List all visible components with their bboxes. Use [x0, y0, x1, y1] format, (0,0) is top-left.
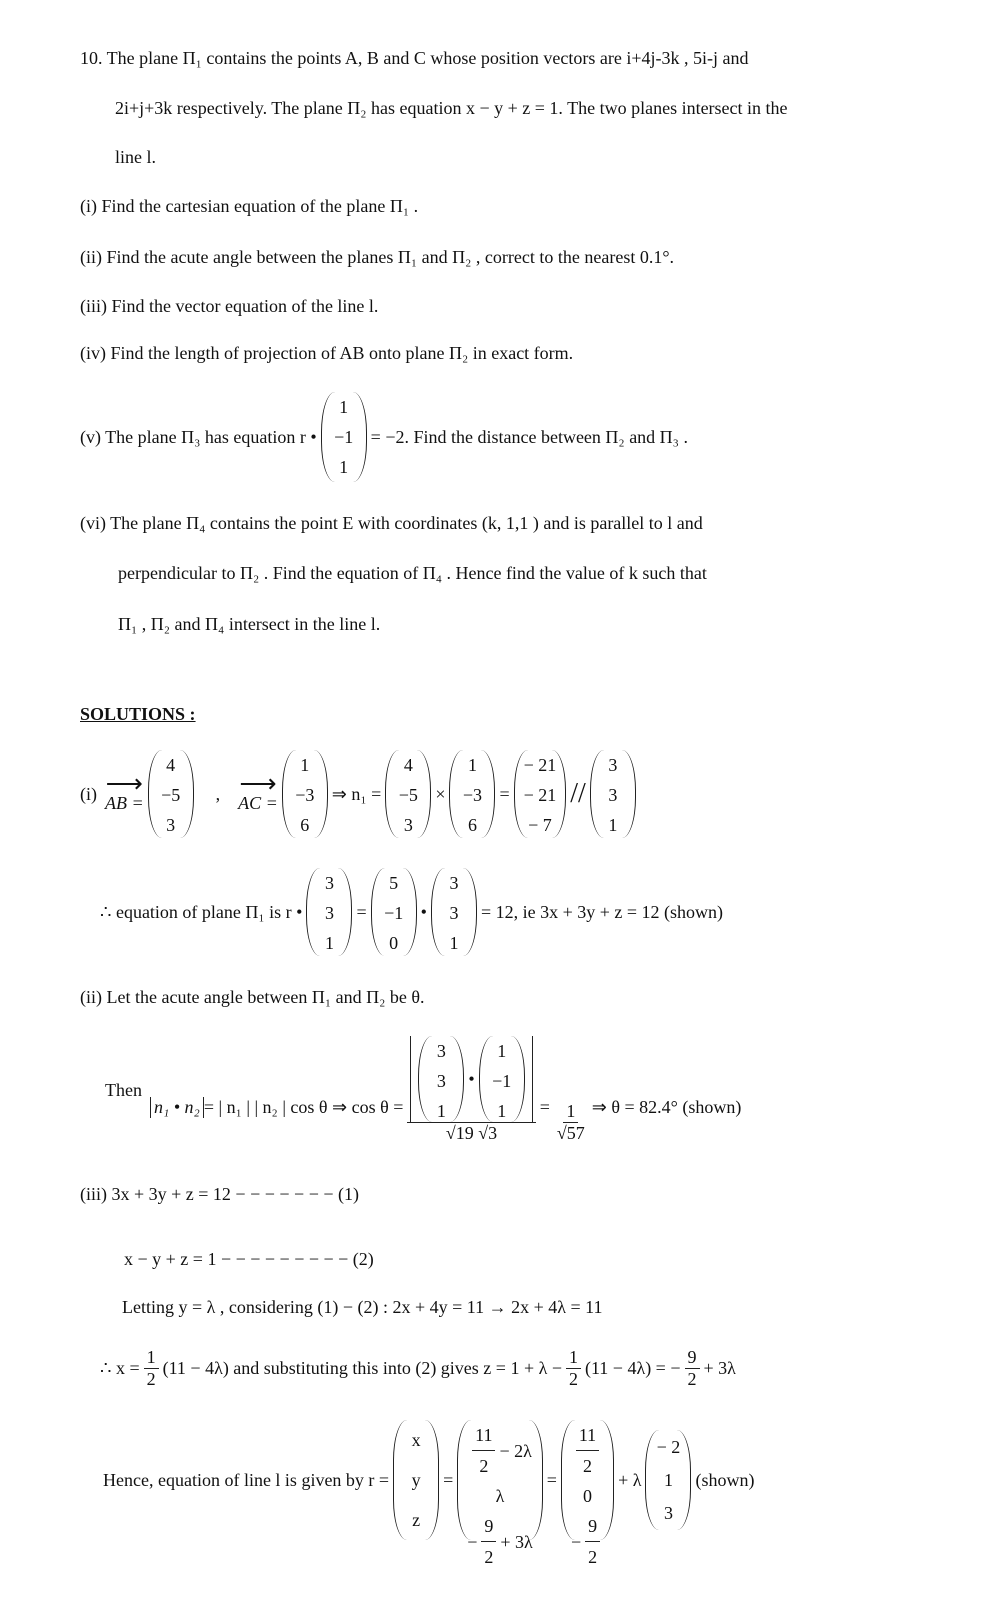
z-tail: + 3λ: [703, 1358, 736, 1378]
question-part-ii: (ii) Find the acute angle between the planes Π₁ and Π₂ , correct to the nearest 0.1°.: [80, 247, 675, 267]
numerator: 1: [566, 1347, 581, 1369]
denominator: 2: [484, 1547, 494, 1567]
vector-component: 4: [403, 755, 413, 775]
minus: −: [467, 1531, 478, 1552]
solution-i-vectors: [80, 750, 640, 838]
arrow-icon: ⟶: [105, 768, 143, 798]
point-vector: [371, 868, 417, 956]
vector-component: 0: [389, 933, 399, 953]
denominator: √19 √3: [445, 1123, 498, 1143]
vector-component: 3: [436, 1071, 446, 1091]
denominator: 2: [687, 1369, 697, 1389]
x-eq: ∴ x =: [100, 1358, 140, 1378]
solution-ii-intro: (ii) Let the acute angle between Π₁ and Π₂ be θ.: [80, 987, 425, 1007]
rest: + 3λ: [500, 1531, 533, 1552]
equation-1: (iii) 3x + 3y + z = 12 − − − − − − − (1): [80, 1184, 359, 1204]
minus: −: [570, 1531, 582, 1552]
nine-half-fraction: [685, 1347, 700, 1390]
numerator: 1: [144, 1347, 159, 1369]
y-component: λ: [495, 1486, 505, 1506]
vector-component: 1: [608, 815, 618, 835]
numerator: 9: [585, 1511, 600, 1542]
cross-operand-2: [449, 750, 495, 838]
vector-component: −3: [462, 785, 483, 805]
equation-2: x − y + z = 1 − − − − − − − − − (2): [124, 1249, 374, 1269]
question-part-vi-line-1: (vi) The plane Π₄ contains the point E with coordinates (k, 1,1 ) and is parallel to l and: [80, 513, 703, 533]
parallel-sign: //: [570, 778, 586, 809]
ab-vector: [148, 750, 194, 838]
cos-fraction: [407, 1036, 535, 1144]
equals: =: [546, 1469, 557, 1490]
substitution-text-2: (11 − 4λ) = −: [584, 1358, 681, 1378]
vector-component: 1: [497, 1101, 507, 1121]
times-sign: ×: [435, 783, 446, 804]
frac: [585, 1511, 600, 1572]
vector-component: 3: [663, 1503, 673, 1524]
parametric-vector: [457, 1420, 543, 1567]
vector-component: 1: [436, 1101, 446, 1121]
plane-normal: [306, 868, 352, 956]
solutions-heading: SOLUTIONS :: [80, 704, 196, 724]
vector-component: 3: [449, 903, 459, 923]
rest: − 2λ: [499, 1440, 532, 1461]
denominator: 2: [583, 1456, 593, 1476]
denominator: 2: [146, 1369, 156, 1389]
vector-component: x: [411, 1430, 421, 1450]
numerator: [407, 1036, 535, 1123]
plus-lambda: + λ: [618, 1469, 642, 1490]
shown-label: (shown): [695, 1469, 755, 1490]
ac-vector: [282, 750, 328, 838]
vector-component: 5: [389, 873, 399, 893]
vector-component: 1: [467, 755, 477, 775]
vector-component: 1: [300, 755, 310, 775]
then-text: Then: [105, 1079, 142, 1100]
vector-component: − 21: [523, 785, 557, 805]
simplified-fraction: [554, 1101, 588, 1144]
plane-normal-2: [431, 868, 477, 956]
vector-component: 4: [166, 755, 176, 775]
label: (i): [80, 783, 97, 804]
zero: 0: [583, 1486, 593, 1506]
dot-sign: •: [420, 901, 427, 922]
hence-text: Hence, equation of line l is given by r =: [103, 1469, 390, 1490]
numerator: 1: [563, 1101, 578, 1123]
normal-vector: [321, 392, 367, 482]
vector-component: 6: [300, 815, 310, 835]
equals: =: [443, 1469, 454, 1490]
half-fraction: [566, 1347, 581, 1390]
vector-component: − 7: [528, 815, 552, 835]
question-line-2: 2i+j+3k respectively. The plane Π₂ has equation x − y + z = 1. The two planes intersect in the: [115, 98, 788, 118]
denominator: 2: [588, 1547, 598, 1567]
frac: [472, 1420, 495, 1481]
part-v-text-b: = −2. Find the distance between Π₂ and Π₃ .: [370, 426, 688, 447]
cross-product: [514, 750, 567, 838]
n1-vector: [418, 1036, 464, 1122]
equals: =: [539, 1097, 550, 1117]
question-part-iii: (iii) Find the vector equation of the line l.: [80, 296, 379, 316]
numerator: 9: [685, 1347, 700, 1369]
vector-component: 1: [663, 1469, 673, 1490]
vector-component: 3: [324, 903, 334, 923]
frac: [576, 1420, 599, 1481]
question-part-vi-line-3: Π₁ , Π₂ and Π₄ intersect in the line l.: [118, 614, 381, 634]
solution-i-plane: [100, 868, 723, 956]
plane-text: ∴ equation of plane Π₁ is r •: [100, 901, 303, 922]
x-component: [468, 1420, 532, 1481]
half-fraction: [144, 1347, 159, 1390]
angle-result: ⇒ θ = 82.4° (shown): [591, 1097, 742, 1117]
vector-component: y: [411, 1470, 421, 1490]
vector-component: 3: [166, 815, 176, 835]
n2-vector: [479, 1036, 525, 1122]
denominator: √57: [556, 1123, 585, 1143]
vector-component: −1: [334, 427, 354, 447]
numerator: 9: [481, 1511, 496, 1542]
arrow-icon: ⟶: [239, 768, 277, 798]
n1-label: ⇒ n₁ =: [331, 783, 382, 804]
abs-bars: [410, 1036, 532, 1122]
numerator: 11: [472, 1420, 495, 1451]
normal-n1: [590, 750, 636, 838]
vector-component: 3: [436, 1041, 446, 1061]
numerator: 11: [576, 1420, 599, 1451]
dot-sign: •: [468, 1068, 475, 1089]
vector-component: 3: [608, 755, 618, 775]
vector-component: 6: [467, 815, 477, 835]
vector-component: 1: [497, 1041, 507, 1061]
denominator: 2: [479, 1456, 489, 1476]
question-part-v: [80, 392, 688, 482]
question-part-i: (i) Find the cartesian equation of the plane Π₁ .: [80, 196, 419, 216]
vector-component: 3: [403, 815, 413, 835]
vector-component: 1: [324, 933, 334, 953]
vector-component: 3: [324, 873, 334, 893]
question-line-3: line l.: [115, 147, 156, 167]
vector-component: − 2: [656, 1436, 681, 1457]
substitution-text: (11 − 4λ) and substituting this into (2) gives z = 1 + λ −: [162, 1358, 562, 1378]
solution-ii-working: [105, 1036, 741, 1144]
line-equation: [103, 1420, 755, 1567]
vector-component: −3: [295, 785, 315, 805]
cos-formula: = | n₁ | | n₂ | cos θ ⇒ cos θ =: [203, 1097, 404, 1117]
vector-component: −5: [161, 785, 181, 805]
vector-component: −1: [492, 1071, 512, 1091]
equals: =: [499, 783, 510, 804]
z-component: [467, 1511, 533, 1572]
vector-component: − 21: [523, 755, 557, 775]
question-line-1: 10. The plane Π₁ contains the points A, B and C whose position vectors are i+4j-3k , 5i-j and: [80, 48, 749, 68]
question-part-iv: (iv) Find the length of projection of AB onto plane Π₂ in exact form.: [80, 343, 574, 363]
vector-ac: ⟶ AC =: [238, 768, 278, 813]
abs-dot-product: n₁ • n₂: [150, 1097, 204, 1118]
xyz-vector: [393, 1420, 439, 1540]
comma: ,: [215, 783, 221, 804]
denominator: 2: [568, 1369, 578, 1389]
frac: [481, 1511, 496, 1572]
part-v-text-a: (v) The plane Π₃ has equation r •: [80, 426, 317, 447]
vector-component: −5: [398, 785, 418, 805]
question-part-vi-line-2: perpendicular to Π₂ . Find the equation of Π₄ . Hence find the value of k such that: [118, 563, 707, 583]
vector-ab: ⟶ AB =: [105, 768, 144, 813]
vector-component: 1: [339, 457, 349, 477]
z-part: [571, 1511, 604, 1572]
plane-result: = 12, ie 3x + 3y + z = 12 (shown): [480, 901, 724, 922]
direction-vector: [645, 1430, 691, 1530]
position-vector: [561, 1420, 614, 1567]
cross-operand-1: [385, 750, 431, 838]
vector-component: z: [412, 1510, 421, 1530]
equals: =: [356, 901, 367, 922]
vector-component: −1: [384, 903, 404, 923]
vector-component: 3: [449, 873, 459, 893]
vector-component: 3: [608, 785, 618, 805]
letting-line: Letting y = λ , considering (1) − (2) : 2x + 4y = 11 → 2x + 4λ = 11: [122, 1297, 603, 1317]
vector-component: 1: [449, 933, 459, 953]
x-substitution: [100, 1347, 736, 1390]
vector-component: 1: [339, 397, 349, 417]
